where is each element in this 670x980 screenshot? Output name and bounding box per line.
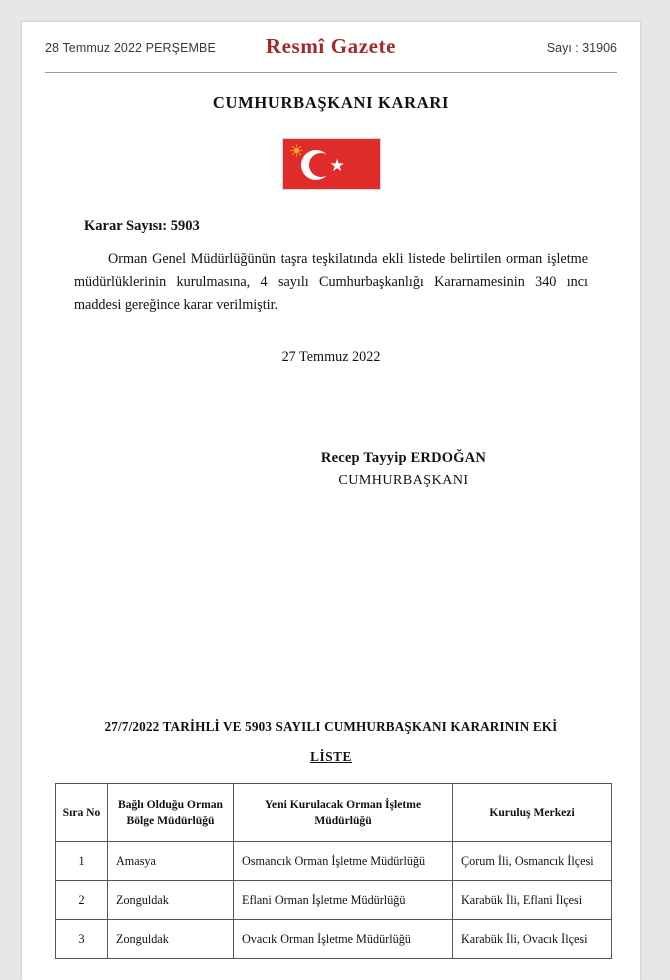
annex-subtitle: LİSTE (310, 749, 352, 764)
masthead-issue-number: Sayı : 31906 (546, 41, 617, 55)
cell-merkez: Karabük İli, Eflani İlçesi (453, 881, 612, 920)
star-icon: ★ (329, 156, 345, 175)
column-header-merkez: Kuruluş Merkezi (453, 784, 612, 842)
cell-yeni: Eflani Orman İşletme Müdürlüğü (234, 881, 453, 920)
signature-block (22, 450, 595, 489)
emblem-container (22, 138, 640, 190)
cell-merkez: Karabük İli, Ovacık İlçesi (453, 920, 612, 959)
signatory-name: Recep Tayyip ERDOĞAN (320, 450, 487, 466)
signatory-role: CUMHURBAŞKANI (338, 473, 469, 488)
cell-bolge: Amasya (108, 842, 234, 881)
column-header-bolge: Bağlı Olduğu Orman Bölge Müdürlüğü (108, 784, 234, 842)
annex-table-container (55, 783, 611, 959)
cell-yeni: Osmancık Orman İşletme Müdürlüğü (234, 842, 453, 881)
turkish-flag-icon (282, 138, 381, 190)
annex-table (55, 783, 612, 959)
cell-yeni: Ovacık Orman İşletme Müdürlüğü (234, 920, 453, 959)
decree-date: 27 Temmuz 2022 (281, 349, 381, 365)
masthead (45, 34, 617, 68)
table-row (56, 881, 612, 920)
column-header-sira-no: Sıra No (56, 784, 108, 842)
masthead-date: 28 Temmuz 2022 PERŞEMBE (45, 41, 216, 55)
annex-header (22, 719, 640, 765)
decree-number: Karar Sayısı: 5903 (84, 218, 200, 234)
cell-sira-no: 2 (56, 881, 108, 920)
cell-merkez: Çorum İli, Osmancık İlçesi (453, 842, 612, 881)
masthead-divider (45, 72, 617, 73)
document-page (22, 22, 640, 980)
cell-sira-no: 1 (56, 842, 108, 881)
cell-bolge: Zonguldak (108, 881, 234, 920)
annex-title: 27/7/2022 TARİHLİ VE 5903 SAYILI CUMHURBAŞKANI KARARININ EKİ (104, 719, 558, 734)
table-row (56, 920, 612, 959)
masthead-title: Resmî Gazete (265, 34, 397, 58)
cell-bolge: Zonguldak (108, 920, 234, 959)
cell-sira-no: 3 (56, 920, 108, 959)
table-row (56, 842, 612, 881)
table-header-row (56, 784, 612, 842)
column-header-yeni: Yeni Kurulacak Orman İşletme Müdürlüğü (234, 784, 453, 842)
sun-icon (290, 144, 303, 157)
decree-heading: CUMHURBAŞKANI KARARI (212, 93, 450, 112)
decree-paragraph: Orman Genel Müdürlüğünün taşra teşkilatında ekli listede belirtilen orman işletme müdürlüklerinin kurulmasına, 4 sayılı Cumhurbaşkanlığı Kararnamesinin 340 ıncı maddesi gereğince karar verilmiştir. (74, 251, 588, 313)
